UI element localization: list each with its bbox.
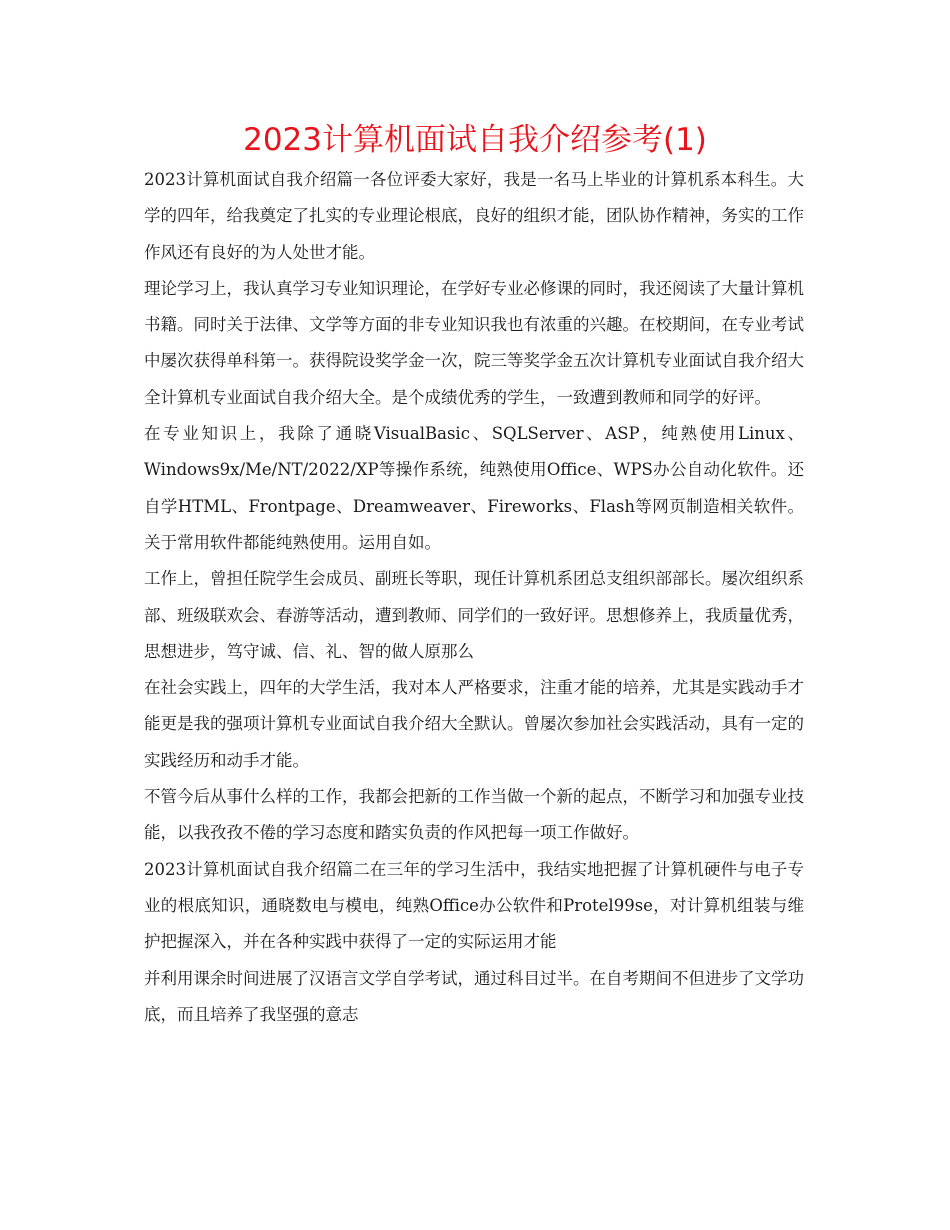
paragraph: 在专业知识上，我除了通晓VisualBasic、SQLServer、ASP，纯熟使用Linux、Windows9x/Me/NT/2022/XP等操作系统，纯熟使用Office、WPS办公自动化软件。还自学HTML、Frontpage、Dreamweaver、Fireworks、Flash等网页制造相关软件。关于常用软件都能纯熟使用。运用自如。 bbox=[144, 424, 804, 552]
document-title: 2023计算机面试自我介绍参考(1) bbox=[243, 122, 707, 158]
paragraph: 不管今后从事什么样的工作，我都会把新的工作当做一个新的起点，不断学习和加强专业技能，以我孜孜不倦的学习态度和踏实负责的作风把每一项工作做好。 bbox=[144, 787, 804, 843]
paragraph: 2023计算机面试自我介绍篇二在三年的学习生活中，我结实地把握了计算机硬件与电子专业的根底知识，通晓数电与模电，纯熟Office办公软件和Protel99se，对计算机组装与维护把握深入，并在各种实践中获得了一定的实际运用才能 bbox=[144, 859, 804, 952]
document-body bbox=[144, 162, 804, 1033]
paragraph: 并利用课余时间进展了汉语言文学自学考试，通过科目过半。在自考期间不但进步了文学功底，而且培养了我坚强的意志 bbox=[144, 968, 804, 1024]
paragraph: 在社会实践上，四年的大学生活，我对本人严格要求，注重才能的培养，尤其是实践动手才能更是我的强项计算机专业面试自我介绍大全默认。曾屡次参加社会实践活动，具有一定的实践经历和动手才能。 bbox=[144, 678, 804, 770]
paragraph: 工作上，曾担任院学生会成员、副班长等职，现任计算机系团总支组织部部长。屡次组织系部、班级联欢会、春游等活动，遭到教师、同学们的一致好评。思想修养上，我质量优秀，思想进步，笃守诚、信、礼、智的做人原那么 bbox=[144, 569, 804, 661]
paragraph: 2023计算机面试自我介绍篇一各位评委大家好，我是一名马上毕业的计算机系本科生。大学的四年，给我奠定了扎实的专业理论根底，良好的组织才能，团队协作精神，务实的工作作风还有良好的为人处世才能。 bbox=[144, 170, 804, 262]
paragraph: 理论学习上，我认真学习专业知识理论，在学好专业必修课的同时，我还阅读了大量计算机书籍。同时关于法律、文学等方面的非专业知识我也有浓重的兴趣。在校期间，在专业考试中屡次获得单科第一。获得院设奖学金一次，院三等奖学金五次计算机专业面试自我介绍大全计算机专业面试自我介绍大全。是个成绩优秀的学生，一致遭到教师和同学的好评。 bbox=[144, 278, 804, 407]
